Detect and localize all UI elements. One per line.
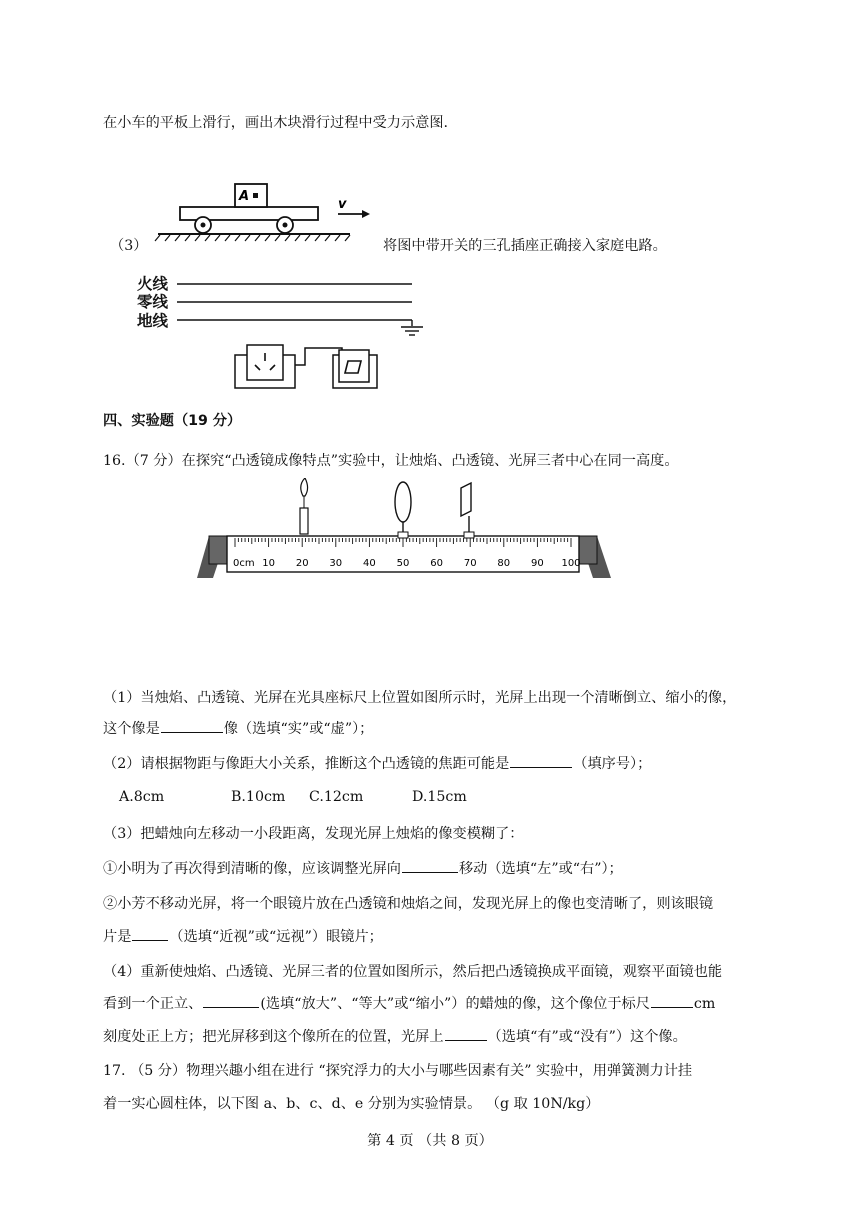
- live-wire-label: 火线: [137, 275, 169, 293]
- ground-wire-label: 地线: [137, 312, 169, 330]
- ruler-label: 20: [295, 558, 309, 569]
- ruler-label: 10: [262, 558, 275, 569]
- q16-p1-line2: 这个像是 像（选填“实”或“虚”）；: [103, 718, 373, 738]
- answer-blank-6[interactable]: [651, 993, 693, 1008]
- answer-blank-4[interactable]: [132, 926, 168, 941]
- ruler-label: 60: [430, 558, 443, 569]
- option-c[interactable]: C.12cm: [309, 789, 364, 805]
- ruler-label: 30: [329, 558, 343, 569]
- ruler-label: 70: [463, 558, 477, 569]
- wiring-figure: [175, 270, 435, 398]
- answer-blank-1[interactable]: [161, 718, 223, 733]
- flame-icon: [301, 478, 308, 496]
- answer-blank-7[interactable]: [445, 1026, 487, 1041]
- part3-label: （3）: [110, 238, 148, 254]
- ruler-label: 50: [396, 558, 410, 569]
- q16-p3-1: ①小明为了再次得到清晰的像，应该调整光屏向 移动（选填“左”或“右”）；: [103, 858, 623, 878]
- q16-p1-line1: （1）当烛焰、凸透镜、光屏在光具座标尺上位置如图所示时，光屏上出现一个清晰倒立、缩小的像，: [103, 690, 737, 706]
- three-pin-socket: [235, 345, 295, 388]
- page-footer: 第 4 页 （共 8 页）: [367, 1133, 493, 1149]
- ruler-label: 100: [561, 558, 581, 569]
- section-title: 四、实验题（19 分）: [103, 413, 242, 429]
- ground-symbol-icon: [401, 320, 423, 335]
- neutral-wire-label: 零线: [137, 293, 169, 311]
- answer-blank-2[interactable]: [510, 753, 572, 768]
- q16-p3-2-line1: ②小芳不移动光屏，将一个眼镜片放在凸透镜和烛焰之间，发现光屏上的像也变清晰了，则该眼镜: [103, 896, 714, 912]
- candle: [300, 478, 308, 534]
- block-label: A: [239, 189, 250, 204]
- answer-blank-3[interactable]: [402, 858, 458, 873]
- switch: [333, 350, 377, 388]
- q16-p2: （2）请根据物距与像距大小关系，推断这个凸透镜的焦距可能是 （填序号）；: [103, 753, 651, 773]
- ruler-label: 80: [497, 558, 511, 569]
- convex-lens: [395, 482, 411, 538]
- velocity-label: v: [338, 197, 347, 212]
- part3-text: 将图中带开关的三孔插座正确接入家庭电路。: [383, 238, 667, 254]
- option-b[interactable]: B.10cm: [231, 789, 286, 805]
- ruler-label: 40: [363, 558, 376, 569]
- q16-p3-2-line2: 片是 （选填“近视”或“远视”）眼镜片；: [103, 926, 383, 946]
- q16-p3: （3）把蜡烛向左移动一小段距离，发现光屏上烛焰的像变模糊了：: [103, 826, 524, 842]
- q17-line1: 17. （5 分）物理兴趣小组在进行 “探究浮力的大小与哪些因素有关” 实验中，用弹簧测力计挂: [103, 1063, 693, 1079]
- option-d[interactable]: D.15cm: [412, 789, 467, 805]
- ruler-label: 90: [531, 558, 544, 569]
- cart-figure: [150, 178, 372, 242]
- answer-blank-5[interactable]: [203, 993, 259, 1008]
- q16-p4-line1: （4）重新使烛焰、凸透镜、光屏三者的位置如图所示，然后把凸透镜换成平面镜，观察平面镜也能: [103, 964, 723, 980]
- ruler-label: 0cm: [233, 558, 255, 569]
- q17-line2: 着一实心圆柱体，以下图 a、b、c、d、e 分别为实验情景。 （g 取 10N/kg）: [103, 1096, 600, 1112]
- arrow-right-icon: [362, 210, 370, 218]
- q16-p4-line3: 刻度处正上方；把光屏移到这个像所在的位置，光屏上 （选填“有”或“没有”）这个像。: [103, 1026, 687, 1046]
- intro-line: 在小车的平板上滑行，画出木块滑行过程中受力示意图.: [103, 115, 449, 131]
- option-a[interactable]: A.8cm: [119, 789, 165, 805]
- optical-bench-figure: [195, 478, 613, 588]
- q16-p4-line2: 看到一个正立、 (选填“放大”、“等大”或“缩小”）的蜡烛的像，这个像位于标尺 cm: [103, 993, 715, 1013]
- light-screen: [461, 483, 474, 538]
- q16-stem: 16.（7 分）在探究“凸透镜成像特点”实验中，让烛焰、凸透镜、光屏三者中心在同一高度。: [103, 453, 679, 469]
